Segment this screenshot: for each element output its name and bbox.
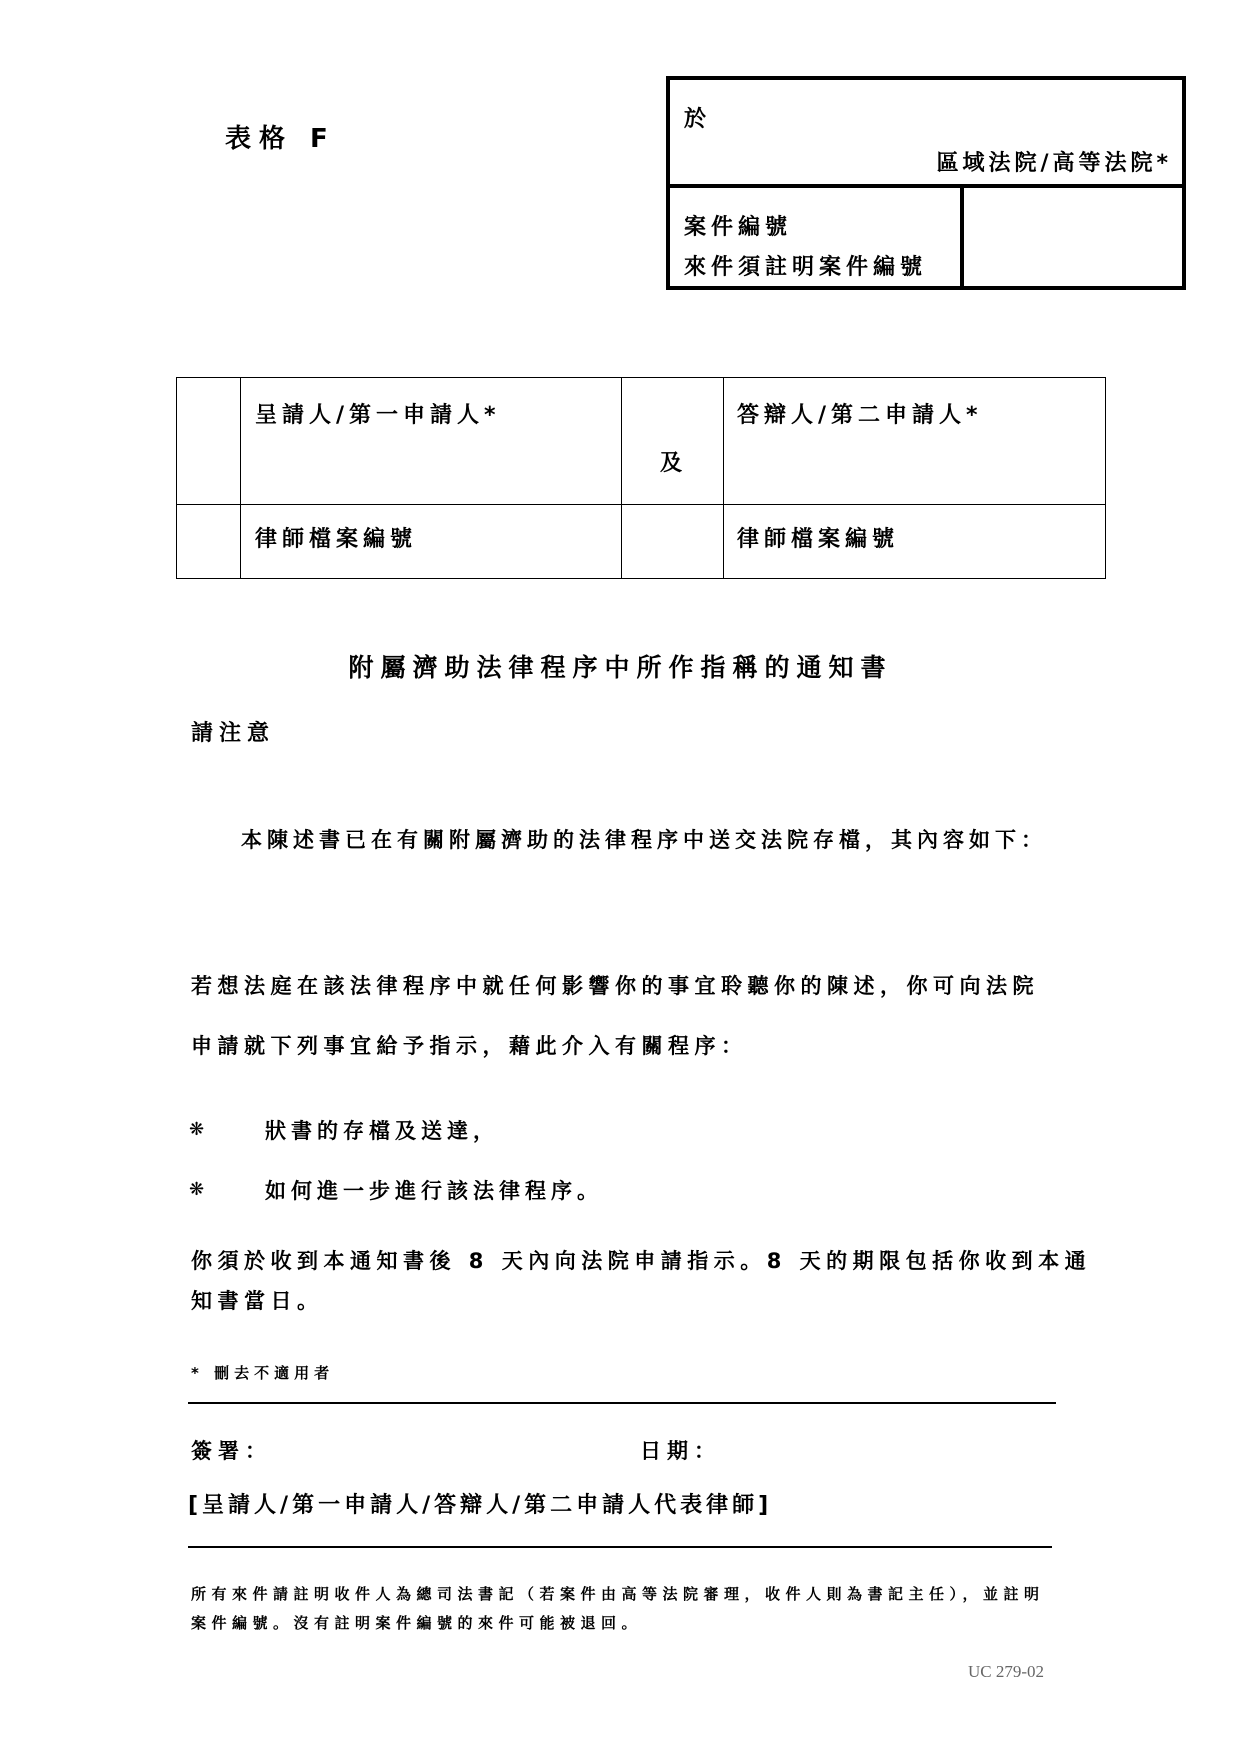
delete-note: * 刪去不適用者 — [191, 1364, 335, 1382]
case-number-field[interactable] — [964, 188, 1182, 286]
divider-line — [188, 1546, 1052, 1548]
divider-line — [188, 1402, 1056, 1404]
case-number-label: 案件編號 — [684, 215, 793, 240]
table-divider — [240, 378, 241, 578]
date-label: 日期： — [640, 1439, 721, 1463]
parties-table — [176, 377, 1106, 579]
court-name: 區域法院/高等法院* — [936, 151, 1172, 176]
left-party-label: 呈請人/第一申請人* — [255, 403, 501, 428]
bullet-item: 狀書的存檔及送達， — [265, 1119, 499, 1143]
bullet-icon: ❋ — [189, 1119, 205, 1140]
table-divider — [723, 378, 724, 578]
bullet-item: 如何進一步進行該法律程序。 — [265, 1179, 603, 1203]
paragraph2-line1: 你須於收到本通知書後 8 天內向法院申請指示。8 天的期限包括你收到本通 — [191, 1249, 1092, 1273]
paragraph2-line2: 知書當日。 — [191, 1289, 324, 1313]
left-solicitor-ref-label: 律師檔案編號 — [255, 527, 418, 552]
party-connector: 及 — [660, 451, 688, 476]
bullet-icon: ❋ — [189, 1179, 205, 1200]
right-party-label: 答辯人/第二申請人* — [737, 403, 983, 428]
case-number-label-cell — [670, 188, 964, 286]
form-code: UC 279-02 — [968, 1662, 1045, 1681]
right-solicitor-ref-label: 律師檔案編號 — [737, 527, 900, 552]
representative-line: [呈請人/第一申請人/答辯人/第二申請人代表律師] — [188, 1493, 773, 1518]
court-row — [670, 80, 1182, 188]
court-at-label: 於 — [684, 107, 707, 132]
case-number-note: 來件須註明案件編號 — [684, 255, 928, 280]
signature-label: 簽署： — [191, 1439, 272, 1463]
paragraph1-line1: 若想法庭在該法律程序中就任何影響你的事宜聆聽你的陳述，你可向法院 — [191, 974, 1039, 998]
paragraph1-line2: 申請就下列事宜給予指示，藉此介入有關程序： — [191, 1034, 748, 1058]
table-divider — [621, 378, 622, 578]
document-title: 附屬濟助法律程序中所作指稱的通知書 — [348, 653, 893, 682]
form-label: 表格 F — [225, 124, 336, 154]
statement-text: 本陳述書已在有關附屬濟助的法律程序中送交法院存檔，其內容如下： — [241, 828, 1047, 852]
attention-heading: 請注意 — [191, 721, 276, 746]
footer-line2: 案件編號。沒有註明案件編號的來件可能被退回。 — [191, 1614, 643, 1632]
table-divider — [177, 504, 1105, 505]
footer-line1: 所有來件請註明收件人為總司法書記（若案件由高等法院審理，收件人則為書記主任），並註明 — [191, 1585, 1045, 1603]
court-box — [666, 76, 1186, 290]
